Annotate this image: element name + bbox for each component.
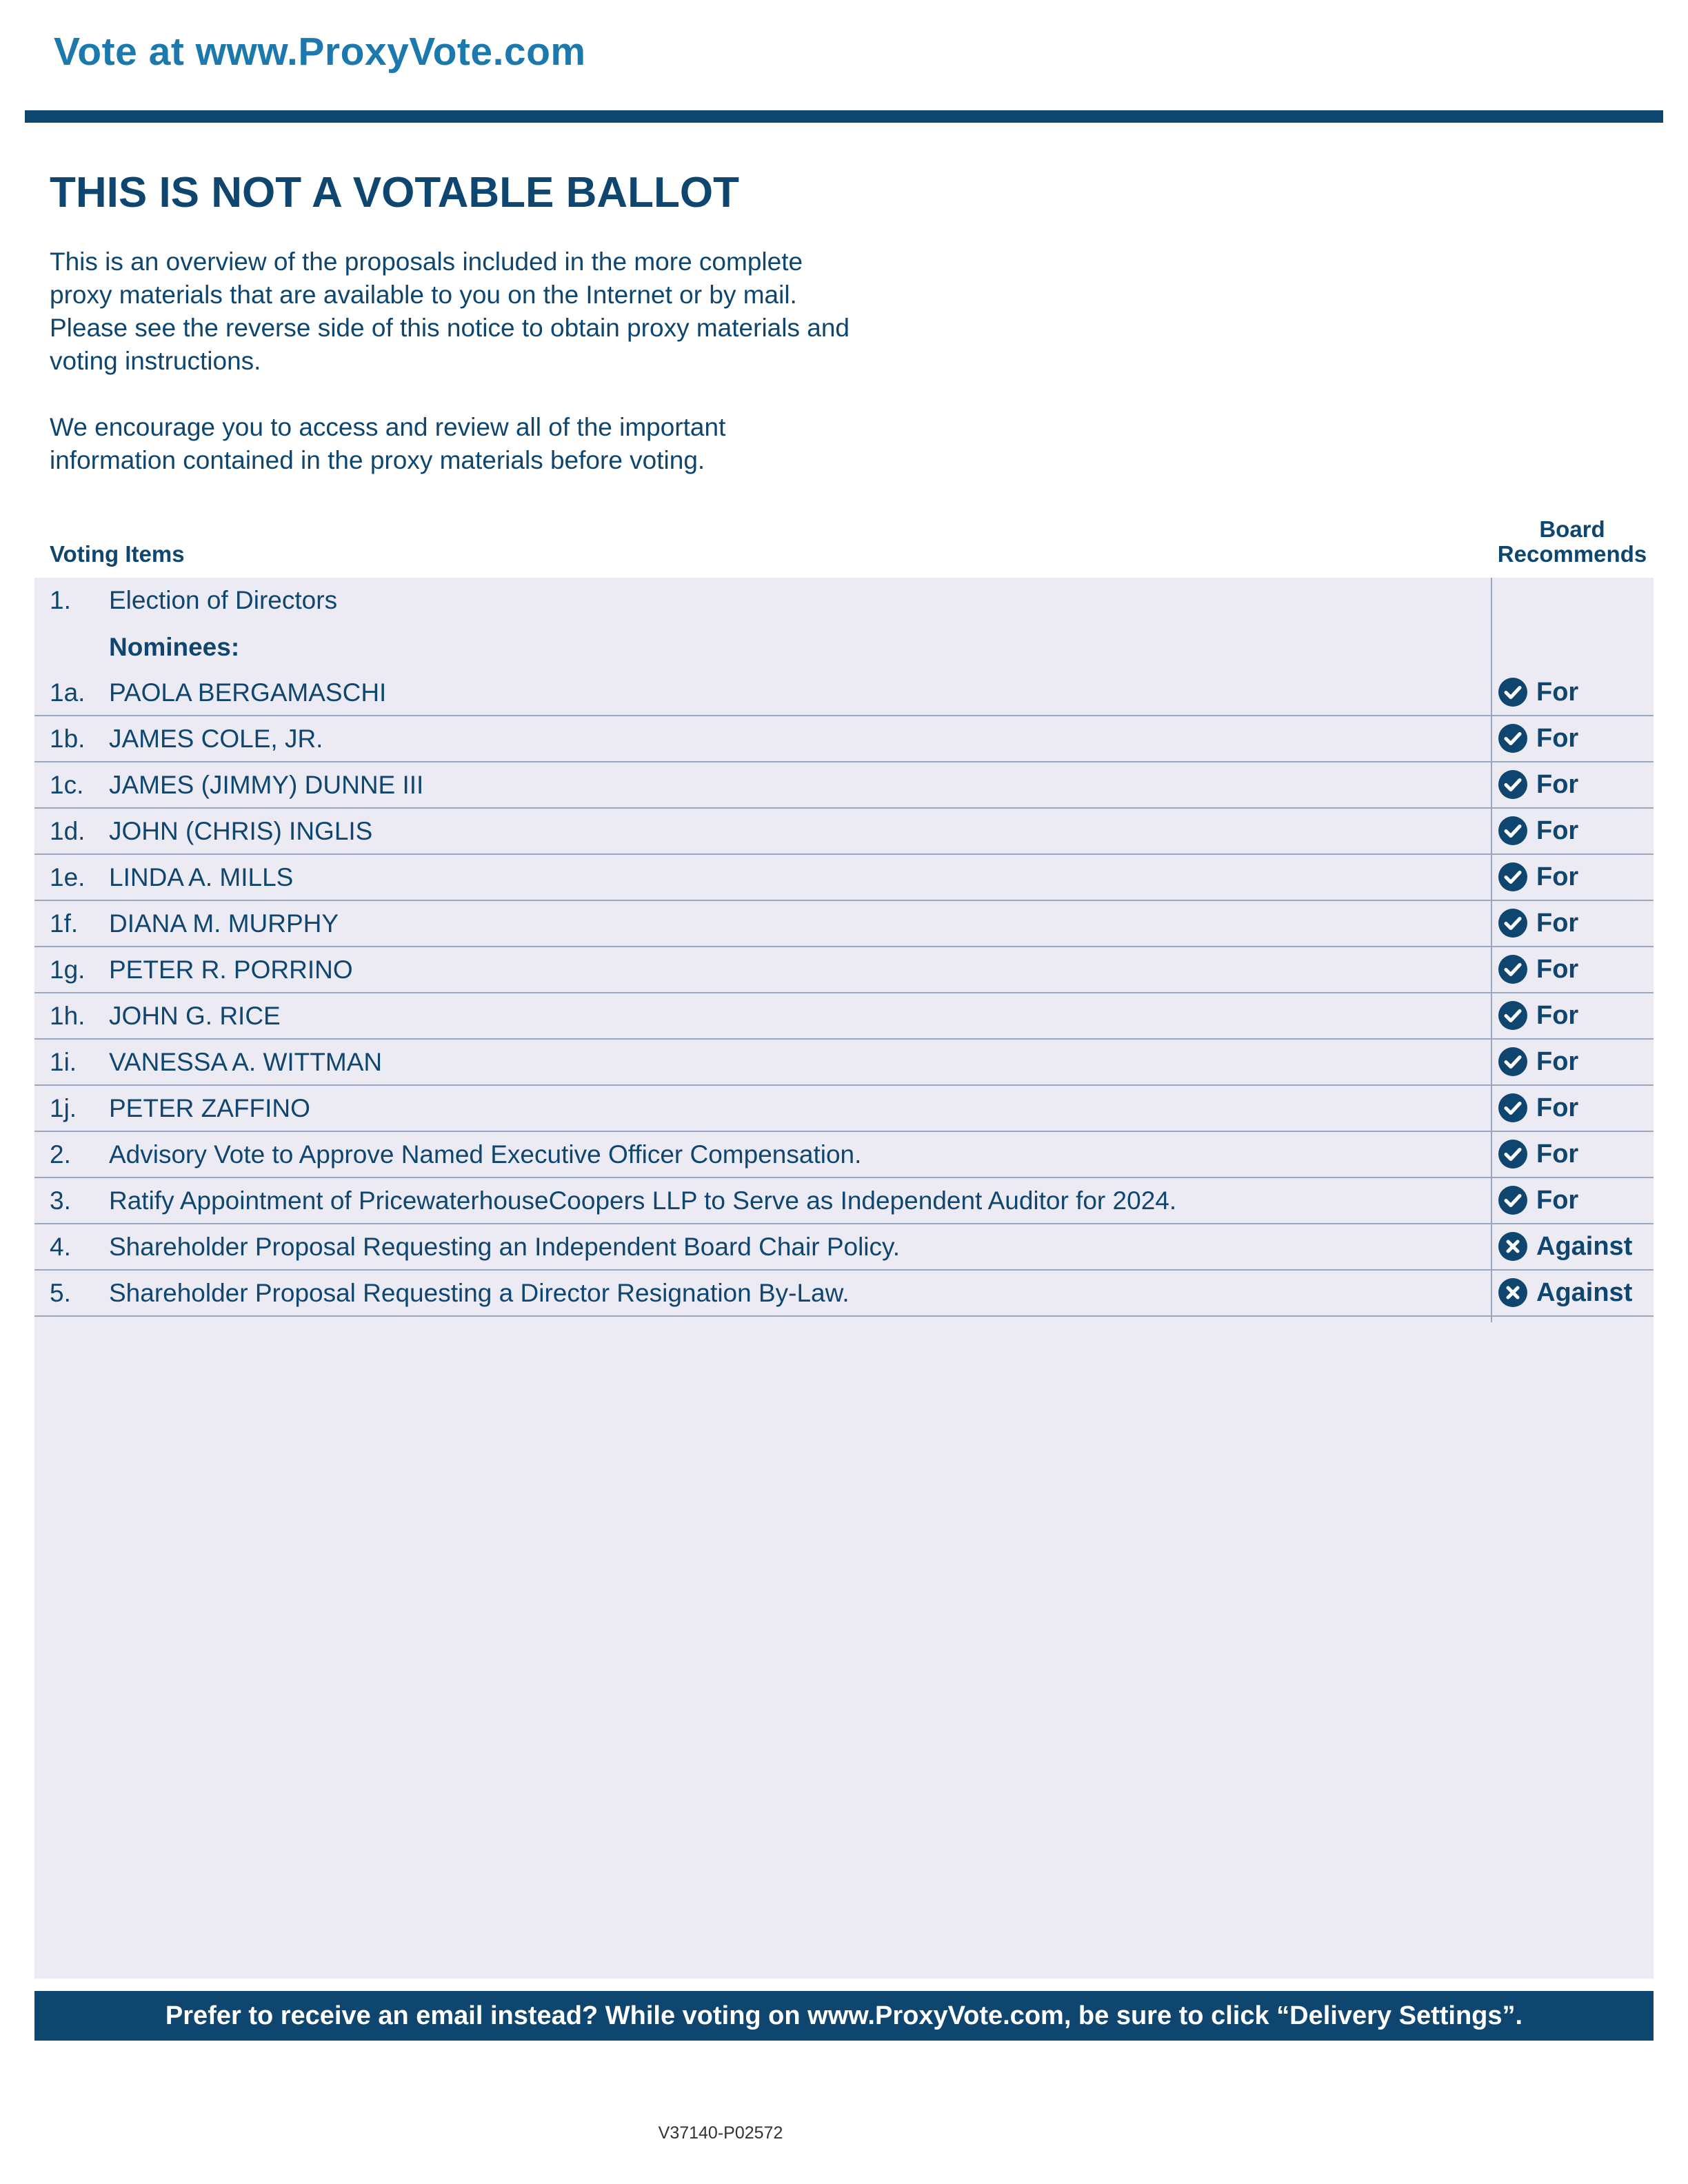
table-row [34, 1271, 1654, 1317]
item-label: LINDA A. MILLS [109, 863, 294, 891]
item-label: PETER ZAFFINO [109, 1094, 310, 1122]
item-label: Ratify Appointment of PricewaterhouseCoopers LLP to Serve as Independent Auditor for 2024. [109, 1186, 1177, 1215]
item-number: 1c. [50, 771, 84, 799]
item-number: 1a. [50, 678, 86, 707]
item-label: JAMES COLE, JR. [109, 725, 323, 753]
column-header-board-recommends [1483, 517, 1662, 567]
intro-paragraph-2: We encourage you to access and review all of the important information contained in the proxy materials before voting. [50, 413, 726, 474]
board-recommendation [1498, 862, 1578, 892]
table-row [34, 762, 1654, 809]
x-circle-icon [1498, 1277, 1536, 1308]
table-row [34, 809, 1654, 855]
item-label: JAMES (JIMMY) DUNNE III [109, 771, 424, 799]
check-circle-icon [1498, 862, 1536, 892]
recommendation-text: For [1536, 1185, 1579, 1215]
table-row [34, 855, 1654, 901]
check-circle-icon [1498, 1139, 1536, 1169]
item-number: 1f. [50, 909, 79, 938]
table-row [34, 670, 1654, 716]
item-number: 1g. [50, 956, 86, 984]
item-number: 1j. [50, 1094, 77, 1122]
column-header-line-2: Recommends [1497, 541, 1647, 567]
table-row [34, 1224, 1654, 1271]
item-number: 5. [50, 1279, 71, 1307]
intro-text [50, 245, 850, 510]
check-circle-icon [1498, 816, 1536, 846]
table-row [34, 716, 1654, 762]
item-label: Shareholder Proposal Requesting a Director Resignation By-Law. [109, 1279, 850, 1307]
nominees-label: Nominees: [109, 633, 240, 661]
item-number: 2. [50, 1140, 71, 1169]
item-number: 1. [50, 586, 71, 614]
board-recommendation [1498, 1185, 1578, 1215]
check-circle-icon [1498, 723, 1536, 754]
header-title: Vote at www.ProxyVote.com [54, 30, 586, 74]
board-recommendation [1498, 723, 1578, 754]
recommendation-text: For [1536, 1000, 1579, 1030]
job-code: V37140-P02572 [658, 2123, 783, 2143]
column-header-voting-items: Voting Items [50, 541, 185, 567]
board-recommendation [1498, 677, 1578, 707]
table-row [34, 1178, 1654, 1224]
item-number: 3. [50, 1186, 71, 1215]
board-recommendation [1498, 816, 1578, 846]
item-number: 1e. [50, 863, 86, 891]
board-recommendation [1498, 769, 1578, 800]
header-rule [25, 110, 1663, 123]
item-number: 1b. [50, 725, 86, 753]
board-recommendation [1498, 1277, 1632, 1308]
item-label: PETER R. PORRINO [109, 956, 353, 984]
recommendation-text: For [1536, 862, 1579, 891]
table-row [34, 1132, 1654, 1178]
item-label: DIANA M. MURPHY [109, 909, 339, 938]
recommendation-text: For [1536, 677, 1579, 707]
item-label: Shareholder Proposal Requesting an Independent Board Chair Policy. [109, 1233, 901, 1261]
recommendation-text: For [1536, 954, 1579, 984]
item-number: 1h. [50, 1002, 86, 1030]
recommendation-text: Against [1536, 1231, 1633, 1261]
recommendation-text: Against [1536, 1277, 1633, 1307]
table-row [34, 1086, 1654, 1132]
item-label: JOHN (CHRIS) INGLIS [109, 817, 373, 845]
check-circle-icon [1498, 1046, 1536, 1077]
footer-banner [34, 1991, 1654, 2041]
table-row [34, 1040, 1654, 1086]
check-circle-icon [1498, 1000, 1536, 1031]
recommendation-text: For [1536, 769, 1579, 799]
x-circle-icon [1498, 1231, 1536, 1262]
page-title: THIS IS NOT A VOTABLE BALLOT [50, 169, 739, 216]
nominees-row [34, 625, 1654, 670]
board-recommendation [1498, 954, 1578, 984]
recommendation-text: For [1536, 723, 1579, 753]
recommendation-text: For [1536, 816, 1579, 845]
intro-paragraph-1: This is an overview of the proposals included in the more complete proxy materials that are available to you on the Internet or by mail. Please see the reverse side of this notice to obtain proxy materials and voting instructions. [50, 247, 850, 375]
footer-text: Prefer to receive an email instead? While voting on www.ProxyVote.com, be sure to click “Delivery Settings”. [165, 2001, 1523, 2030]
check-circle-icon [1498, 677, 1536, 707]
board-recommendation [1498, 1139, 1578, 1169]
table-row [34, 901, 1654, 947]
check-circle-icon [1498, 1185, 1536, 1215]
election-row [34, 578, 1654, 625]
board-recommendation [1498, 908, 1578, 938]
item-number: 4. [50, 1233, 71, 1261]
column-header-line-1: Board [1539, 516, 1605, 542]
check-circle-icon [1498, 1093, 1536, 1123]
board-recommendation [1498, 1000, 1578, 1031]
board-recommendation [1498, 1093, 1578, 1123]
item-number: 1i. [50, 1048, 77, 1076]
item-label: PAOLA BERGAMASCHI [109, 678, 387, 707]
recommendation-text: For [1536, 908, 1579, 938]
recommendation-text: For [1536, 1093, 1579, 1122]
item-label: Advisory Vote to Approve Named Executive Officer Compensation. [109, 1140, 862, 1169]
board-recommendation [1498, 1231, 1632, 1262]
recommendation-text: For [1536, 1046, 1579, 1076]
table-row [34, 993, 1654, 1040]
item-label: VANESSA A. WITTMAN [109, 1048, 383, 1076]
item-label: JOHN G. RICE [109, 1002, 281, 1030]
board-recommendation [1498, 1046, 1578, 1077]
recommendation-text: For [1536, 1139, 1579, 1169]
check-circle-icon [1498, 908, 1536, 938]
table-row [34, 947, 1654, 993]
item-number: 1d. [50, 817, 86, 845]
voting-items-table [34, 578, 1654, 1317]
item-label: Election of Directors [109, 586, 338, 614]
check-circle-icon [1498, 769, 1536, 800]
check-circle-icon [1498, 954, 1536, 984]
